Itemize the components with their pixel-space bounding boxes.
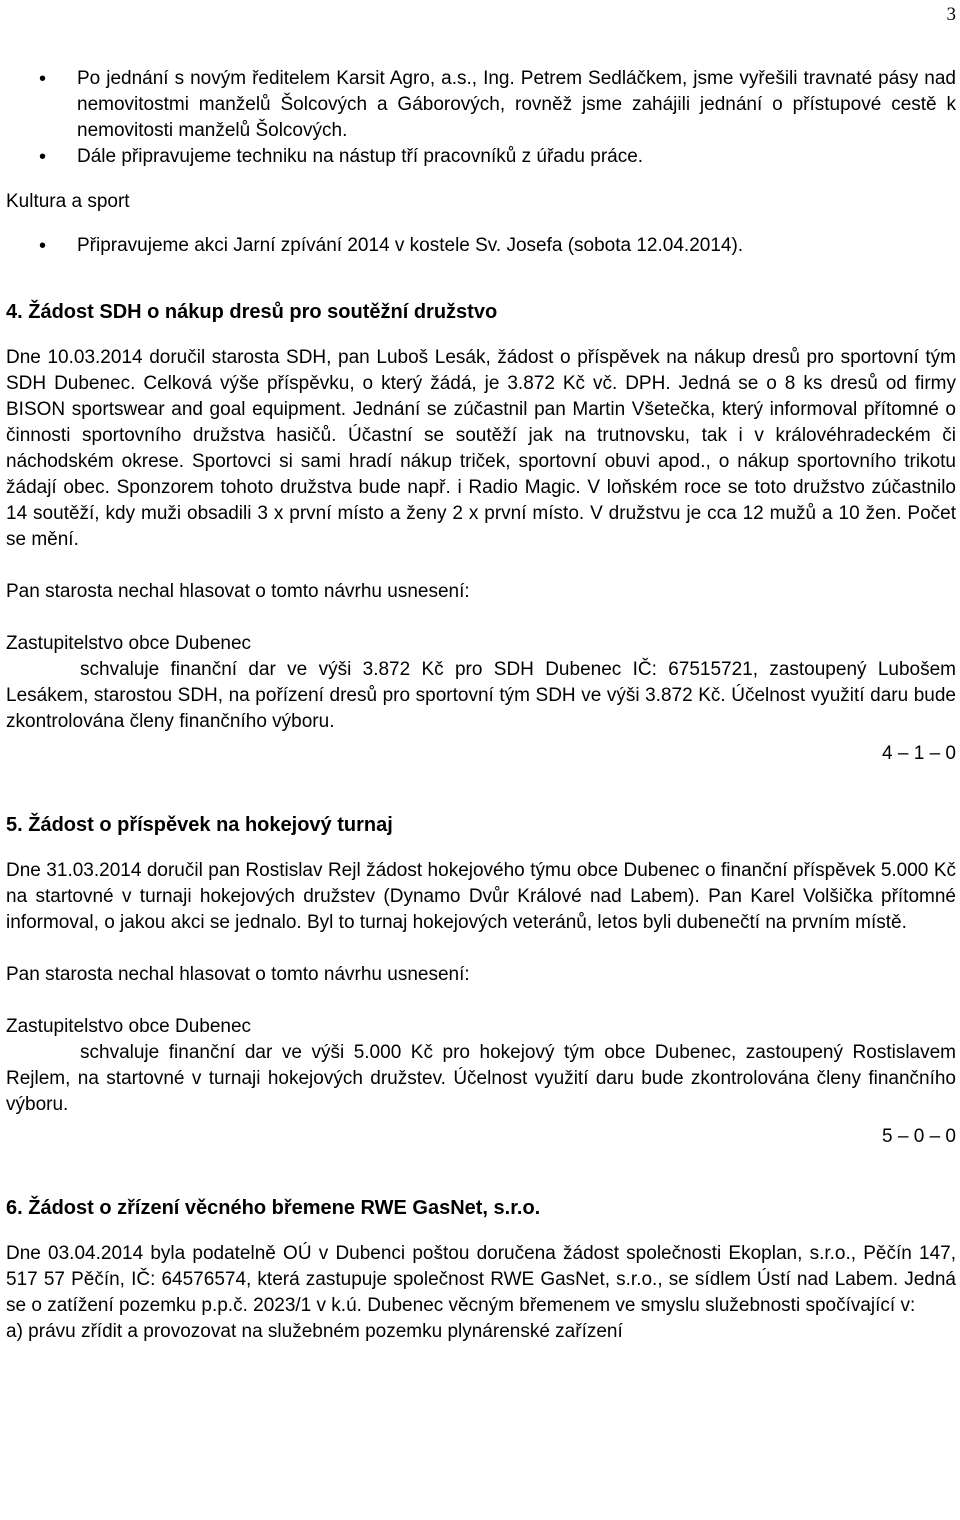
section-5-council: Zastupitelstvo obce Dubenec bbox=[6, 1016, 252, 1037]
section-4-vote-intro: Pan starosta nechal hlasovat o tomto návrhu usnesení: bbox=[6, 581, 470, 602]
section-5-vote-intro: Pan starosta nechal hlasovat o tomto návrhu usnesení: bbox=[6, 964, 470, 985]
bullet-item: • Dále připravujeme techniku na nástup tří pracovníků z úřadu práce. bbox=[6, 144, 956, 170]
bullet-list-top bbox=[6, 66, 956, 170]
section-5-body: Dne 31.03.2014 doručil pan Rostislav Rejl žádost hokejového týmu obce Dubenec o finanční příspěvek 5.000 Kč na startovné v turnaji hokejových družstev (Dynamo Dvůr Králové nad Labem). Pan Karel Volšička přítomné informoval, o jakou akci se jednalo. Byl to turnaj hokejových veteránů, letos byli dubenečtí na prvním místě. bbox=[6, 860, 956, 933]
section-5-title: 5. Žádost o příspěvek na hokejový turnaj bbox=[6, 814, 393, 836]
page-number: 3 bbox=[946, 4, 956, 25]
section-6-title: 6. Žádost o zřízení věcného břemene RWE GasNet, s.r.o. bbox=[6, 1197, 541, 1219]
section-5-resolution: schvaluje finanční dar ve výši 5.000 Kč pro hokejový tým obce Dubenec, zastoupený Rostislavem Rejlem, na startovné v turnaji hokejových družstev. Účelnost využití daru bude zkontrolována členy finančního výboru. bbox=[6, 1042, 956, 1115]
section-4-body: Dne 10.03.2014 doručil starosta SDH, pan Luboš Lesák, žádost o příspěvek na nákup dresů pro sportovní tým SDH Dubenec. Celková výše příspěvku, o který žádá, je 3.872 Kč vč. DPH. Jedná se o 8 ks dresů od firmy BISON sportswear and goal equipment. Jednání se zúčastnil pan Martin Všetečka, který informoval přítomné o činnosti sportovního družstva hasičů. Účastní se soutěží jak na trutnovsku, tak i v královéhradeckém či náchodském okrese. Sportovci si sami hradí nákup triček, sportovní obuvi apod., o nákup sportovního trikotu žádají obec. Sponzorem tohoto družstva bude např. i Radio Magic. V loňském roce se toto družstvo zúčastnilo 14 soutěží, kdy muži obsadili 3 x první místo a ženy 2 x první místo. V družstvu je cca 12 mužů a 10 žen. Počet se mění. bbox=[6, 347, 956, 550]
section-6-body: Dne 03.04.2014 byla podatelně OÚ v Dubenci poštou doručena žádost společnosti Ekoplan, s.r.o., Pěčín 147, 517 57 Pěčín, IČ: 64576574, která zastupuje společnost RWE GasNet, s.r.o., se sídlem Ústí nad Labem. Jedná se o zatížení pozemku p.p.č. 2023/1 v k.ú. Dubenec věcným břemenem ve smyslu služebnosti spočívající v: bbox=[6, 1243, 956, 1316]
bullet-item: • Po jednání s novým ředitelem Karsit Agro, a.s., Ing. Petrem Sedláčkem, jsme vyřešili travnaté pásy nad nemovitostmi manželů Šolcových a Gáborových, rovněž jsme zahájili jednání o přístupové cestě k nemovitosti manželů Šolcových. bbox=[6, 66, 956, 144]
section-5-vote-result: 5 – 0 – 0 bbox=[882, 1126, 956, 1147]
kultura-heading: Kultura a sport bbox=[6, 191, 130, 212]
section-4-title: 4. Žádost SDH o nákup dresů pro soutěžní družstvo bbox=[6, 301, 498, 323]
section-4-council: Zastupitelstvo obce Dubenec bbox=[6, 633, 252, 654]
section-4-vote-result: 4 – 1 – 0 bbox=[882, 743, 956, 764]
bullet-list-kultura bbox=[6, 233, 956, 259]
document-body bbox=[6, 66, 956, 1345]
bullet-item: • Připravujeme akci Jarní zpívání 2014 v kostele Sv. Josefa (sobota 12.04.2014). bbox=[6, 233, 956, 259]
section-6-item-a: a) právu zřídit a provozovat na služebném pozemku plynárenské zařízení bbox=[6, 1321, 623, 1342]
section-4-resolution: schvaluje finanční dar ve výši 3.872 Kč pro SDH Dubenec IČ: 67515721, zastoupený Lubošem Lesákem, starostou SDH, na pořízení dresů pro sportovní tým SDH ve výši 3.872 Kč. Účelnost využití daru bude zkontrolována členy finančního výboru. bbox=[6, 659, 956, 732]
